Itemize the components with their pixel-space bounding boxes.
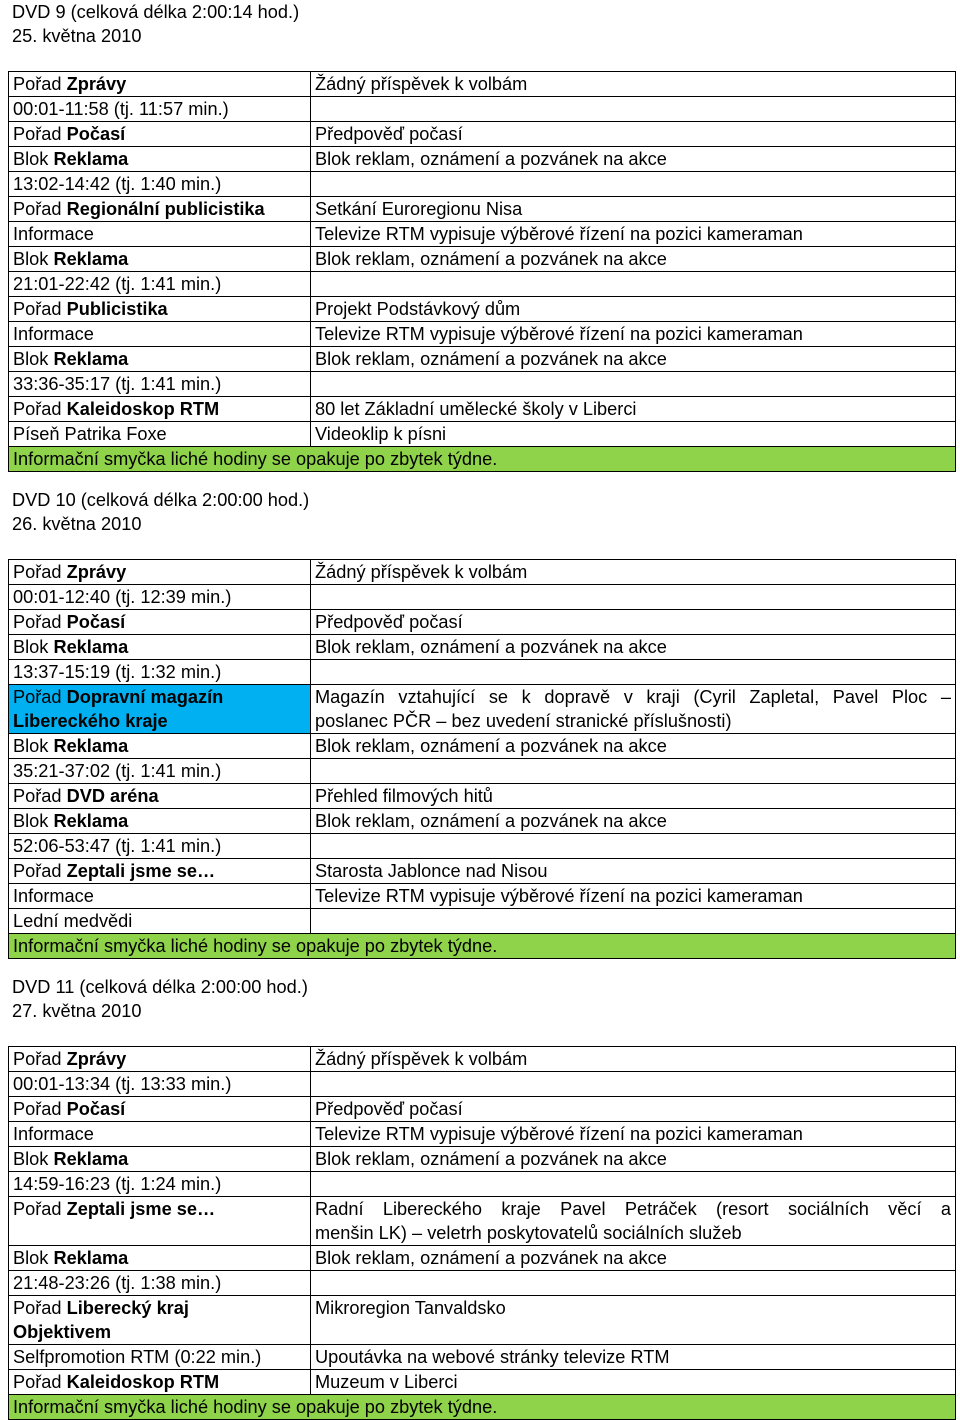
program-name: Publicistika: [66, 299, 168, 319]
program-type: 00:01-12:40 (tj. 12:39 min.): [13, 587, 232, 607]
description-cell: Blok reklam, oznámení a pozvánek na akce: [311, 1246, 956, 1271]
description-cell: Muzeum v Liberci: [311, 1370, 956, 1395]
program-cell: [9, 1172, 311, 1197]
schedule-row: [9, 1047, 956, 1072]
description-cell: [311, 172, 956, 197]
dvd10-title: DVD 10 (celková délka 2:00:00 hod.): [12, 490, 310, 510]
program-type: Pořad: [13, 612, 67, 632]
schedule-row: [9, 397, 956, 422]
program-type: 21:01-22:42 (tj. 1:41 min.): [13, 274, 222, 294]
dvd10-schedule-table: [8, 559, 956, 959]
program-type: Blok: [13, 349, 54, 369]
schedule-row: [9, 372, 956, 397]
program-type: Blok: [13, 249, 54, 269]
program-type: Pořad: [13, 1298, 67, 1318]
description-cell: Předpověď počasí: [311, 122, 956, 147]
program-name-line2: Objektivem: [13, 1322, 112, 1342]
schedule-row: [9, 1197, 956, 1246]
program-type: Pořad: [13, 1099, 67, 1119]
description-cell: Blok reklam, oznámení a pozvánek na akce: [311, 247, 956, 272]
schedule-row: [9, 859, 956, 884]
schedule-row: [9, 347, 956, 372]
program-type: 14:59-16:23 (tj. 1:24 min.): [13, 1174, 222, 1194]
program-cell: [9, 784, 311, 809]
schedule-row: [9, 322, 956, 347]
schedule-row: [9, 1172, 956, 1197]
schedule-row: [9, 1072, 956, 1097]
schedule-row: [9, 1147, 956, 1172]
description-cell: Televize RTM vypisuje výběrové řízení na pozici kameraman: [311, 1122, 956, 1147]
program-type: Blok: [13, 637, 54, 657]
program-cell: [9, 1097, 311, 1122]
description-cell: [311, 272, 956, 297]
program-type: 00:01-11:58 (tj. 11:57 min.): [13, 99, 229, 119]
program-type: Pořad: [13, 861, 67, 881]
program-type: Blok: [13, 149, 54, 169]
loop-note: Informační smyčka liché hodiny se opakuje po zbytek týdne.: [9, 447, 956, 472]
program-type: Blok: [13, 1149, 54, 1169]
program-cell: [9, 585, 311, 610]
program-name: Zprávy: [66, 1049, 127, 1069]
program-type: 35:21-37:02 (tj. 1:41 min.): [13, 761, 222, 781]
program-type: Pořad: [13, 562, 67, 582]
description-cell: Žádný příspěvek k volbám: [311, 72, 956, 97]
dvd11-schedule-table: [8, 1046, 956, 1420]
schedule-row: [9, 247, 956, 272]
schedule-row: [9, 610, 956, 635]
program-type: 52:06-53:47 (tj. 1:41 min.): [13, 836, 222, 856]
program-cell: [9, 1147, 311, 1172]
program-type: Blok: [13, 1248, 54, 1268]
program-cell: [9, 734, 311, 759]
program-cell: [9, 560, 311, 585]
program-type: Píseň Patrika Foxe: [13, 424, 167, 444]
program-cell: [9, 1246, 311, 1271]
description-cell: Blok reklam, oznámení a pozvánek na akce: [311, 734, 956, 759]
program-cell: [9, 759, 311, 784]
description-cell: [311, 372, 956, 397]
program-type: Pořad: [13, 299, 67, 319]
program-name: Regionální publicistika: [66, 199, 265, 219]
program-type: Selfpromotion RTM (0:22 min.): [13, 1347, 262, 1367]
program-cell: [9, 685, 311, 734]
description-cell: [311, 1172, 956, 1197]
program-cell: [9, 97, 311, 122]
schedule-row: [9, 297, 956, 322]
description-cell: Blok reklam, oznámení a pozvánek na akce: [311, 1147, 956, 1172]
program-type: Informace: [13, 224, 94, 244]
schedule-row: [9, 222, 956, 247]
schedule-row: [9, 122, 956, 147]
schedule-row: [9, 97, 956, 122]
description-cell: [311, 685, 956, 734]
program-cell: [9, 222, 311, 247]
program-name: Kaleidoskop RTM: [66, 399, 220, 419]
description-cell: Projekt Podstávkový dům: [311, 297, 956, 322]
program-cell: [9, 122, 311, 147]
dvd9-date: 25. května 2010: [12, 26, 142, 46]
description-cell: Žádný příspěvek k volbám: [311, 560, 956, 585]
footer-row: [9, 934, 956, 959]
description-cell: [311, 834, 956, 859]
program-type: Pořad: [13, 199, 67, 219]
program-cell: [9, 172, 311, 197]
program-type: 33:36-35:17 (tj. 1:41 min.): [13, 374, 222, 394]
program-name: Počasí: [66, 612, 126, 632]
program-type: Pořad: [13, 1049, 67, 1069]
footer-row: [9, 447, 956, 472]
program-cell: [9, 347, 311, 372]
schedule-row: [9, 784, 956, 809]
description-cell: [311, 1271, 956, 1296]
description-cell: [311, 1197, 956, 1246]
description-cell: Blok reklam, oznámení a pozvánek na akce: [311, 347, 956, 372]
program-name: Počasí: [66, 124, 126, 144]
program-cell: [9, 1047, 311, 1072]
description-cell: Setkání Euroregionu Nisa: [311, 197, 956, 222]
program-type: Informace: [13, 886, 94, 906]
program-name: Reklama: [53, 811, 129, 831]
program-type: 13:37-15:19 (tj. 1:32 min.): [13, 662, 222, 682]
description-cell: Televize RTM vypisuje výběrové řízení na pozici kameraman: [311, 884, 956, 909]
schedule-row: [9, 1345, 956, 1370]
schedule-row: [9, 685, 956, 734]
program-name: Počasí: [66, 1099, 126, 1119]
description-cell: Televize RTM vypisuje výběrové řízení na pozici kameraman: [311, 322, 956, 347]
loop-note: Informační smyčka liché hodiny se opakuje po zbytek týdne.: [9, 934, 956, 959]
program-type: 00:01-13:34 (tj. 13:33 min.): [13, 1074, 232, 1094]
schedule-row: [9, 147, 956, 172]
program-cell: [9, 809, 311, 834]
dvd9-schedule-table: [8, 71, 956, 472]
program-cell: [9, 909, 311, 934]
program-name: Liberecký kraj: [66, 1298, 189, 1318]
program-cell: [9, 397, 311, 422]
schedule-row: [9, 1370, 956, 1395]
program-name: Zeptali jsme se…: [66, 1199, 216, 1219]
schedule-row: [9, 734, 956, 759]
description-cell: Blok reklam, oznámení a pozvánek na akce: [311, 809, 956, 834]
schedule-row: [9, 759, 956, 784]
program-name: DVD aréna: [66, 786, 159, 806]
program-cell: [9, 635, 311, 660]
program-type: Pořad: [13, 124, 67, 144]
program-cell: [9, 834, 311, 859]
program-name: Reklama: [53, 349, 129, 369]
description-cell: Blok reklam, oznámení a pozvánek na akce: [311, 147, 956, 172]
description-cell: Upoutávka na webové stránky televize RTM: [311, 1345, 956, 1370]
schedule-row: [9, 884, 956, 909]
schedule-row: [9, 660, 956, 685]
program-name: Dopravní magazín Libereckého kraje: [13, 687, 224, 731]
program-name: Zprávy: [66, 74, 127, 94]
description-cell: Televize RTM vypisuje výběrové řízení na pozici kameraman: [311, 222, 956, 247]
description-line: Magazín vztahující se k dopravě v kraji (Cyril Zapletal, Pavel Ploc –: [315, 687, 951, 707]
description-cell: [311, 909, 956, 934]
program-type: Pořad: [13, 1199, 67, 1219]
program-name: Reklama: [53, 637, 129, 657]
description-cell: Předpověď počasí: [311, 610, 956, 635]
program-cell: [9, 247, 311, 272]
program-cell: [9, 197, 311, 222]
program-name: Reklama: [53, 1248, 129, 1268]
schedule-row: [9, 1296, 956, 1345]
program-cell: [9, 1271, 311, 1296]
description-cell: [311, 585, 956, 610]
schedule-row: [9, 422, 956, 447]
footer-row: [9, 1395, 956, 1420]
program-name: Zeptali jsme se…: [66, 861, 216, 881]
program-cell: [9, 1345, 311, 1370]
program-name: Reklama: [53, 736, 129, 756]
program-cell: [9, 147, 311, 172]
program-cell: [9, 1197, 311, 1246]
program-type: Pořad: [13, 687, 67, 707]
program-name: Reklama: [53, 149, 129, 169]
program-type: 13:02-14:42 (tj. 1:40 min.): [13, 174, 222, 194]
program-cell: [9, 272, 311, 297]
program-type: Pořad: [13, 1372, 67, 1392]
program-cell: [9, 297, 311, 322]
schedule-row: [9, 1097, 956, 1122]
program-type: Lední medvědi: [13, 911, 133, 931]
schedule-row: [9, 172, 956, 197]
program-type: Blok: [13, 811, 54, 831]
program-name: Reklama: [53, 1149, 129, 1169]
program-cell: [9, 422, 311, 447]
description-cell: Starosta Jablonce nad Nisou: [311, 859, 956, 884]
schedule-row: [9, 1122, 956, 1147]
description-cell: [311, 97, 956, 122]
schedule-row: [9, 1246, 956, 1271]
program-cell: [9, 1296, 311, 1345]
schedule-row: [9, 197, 956, 222]
schedule-row: [9, 585, 956, 610]
program-type: Pořad: [13, 399, 67, 419]
program-type: Pořad: [13, 74, 67, 94]
program-cell: [9, 1122, 311, 1147]
program-cell: [9, 859, 311, 884]
description-line: Radní Libereckého kraje Pavel Petráček (resort sociálních věcí a: [315, 1199, 951, 1219]
description-line: menšin LK) – veletrh poskytovatelů sociálních služeb: [315, 1223, 742, 1243]
program-type: Informace: [13, 1124, 94, 1144]
description-cell: Mikroregion Tanvaldsko: [311, 1296, 956, 1345]
schedule-row: [9, 1271, 956, 1296]
description-cell: Předpověď počasí: [311, 1097, 956, 1122]
schedule-row: [9, 635, 956, 660]
description-cell: Videoklip k písni: [311, 422, 956, 447]
program-cell: [9, 322, 311, 347]
program-type: Pořad: [13, 786, 67, 806]
schedule-row: [9, 560, 956, 585]
schedule-row: [9, 809, 956, 834]
program-name: Kaleidoskop RTM: [66, 1372, 220, 1392]
description-cell: Přehled filmových hitů: [311, 784, 956, 809]
program-cell: [9, 72, 311, 97]
description-cell: [311, 759, 956, 784]
description-cell: [311, 660, 956, 685]
description-cell: 80 let Základní umělecké školy v Liberci: [311, 397, 956, 422]
program-cell: [9, 1072, 311, 1097]
description-cell: Žádný příspěvek k volbám: [311, 1047, 956, 1072]
loop-note: Informační smyčka liché hodiny se opakuje po zbytek týdne.: [9, 1395, 956, 1420]
schedule-row: [9, 272, 956, 297]
program-type: Informace: [13, 324, 94, 344]
dvd11-title: DVD 11 (celková délka 2:00:00 hod.): [12, 977, 308, 997]
schedule-row: [9, 834, 956, 859]
program-name: Reklama: [53, 249, 129, 269]
description-cell: [311, 1072, 956, 1097]
schedule-row: [9, 909, 956, 934]
program-cell: [9, 884, 311, 909]
program-name: Zprávy: [66, 562, 127, 582]
description-line: poslanec PČR – bez uvedení stranické příslušnosti): [315, 711, 732, 731]
description-cell: Blok reklam, oznámení a pozvánek na akce: [311, 635, 956, 660]
schedule-row: [9, 72, 956, 97]
dvd11-date: 27. května 2010: [12, 1001, 142, 1021]
program-type: 21:48-23:26 (tj. 1:38 min.): [13, 1273, 222, 1293]
program-cell: [9, 660, 311, 685]
dvd9-title: DVD 9 (celková délka 2:00:14 hod.): [12, 2, 300, 22]
program-type: Blok: [13, 736, 54, 756]
program-cell: [9, 1370, 311, 1395]
program-cell: [9, 372, 311, 397]
dvd10-date: 26. května 2010: [12, 514, 142, 534]
program-cell: [9, 610, 311, 635]
